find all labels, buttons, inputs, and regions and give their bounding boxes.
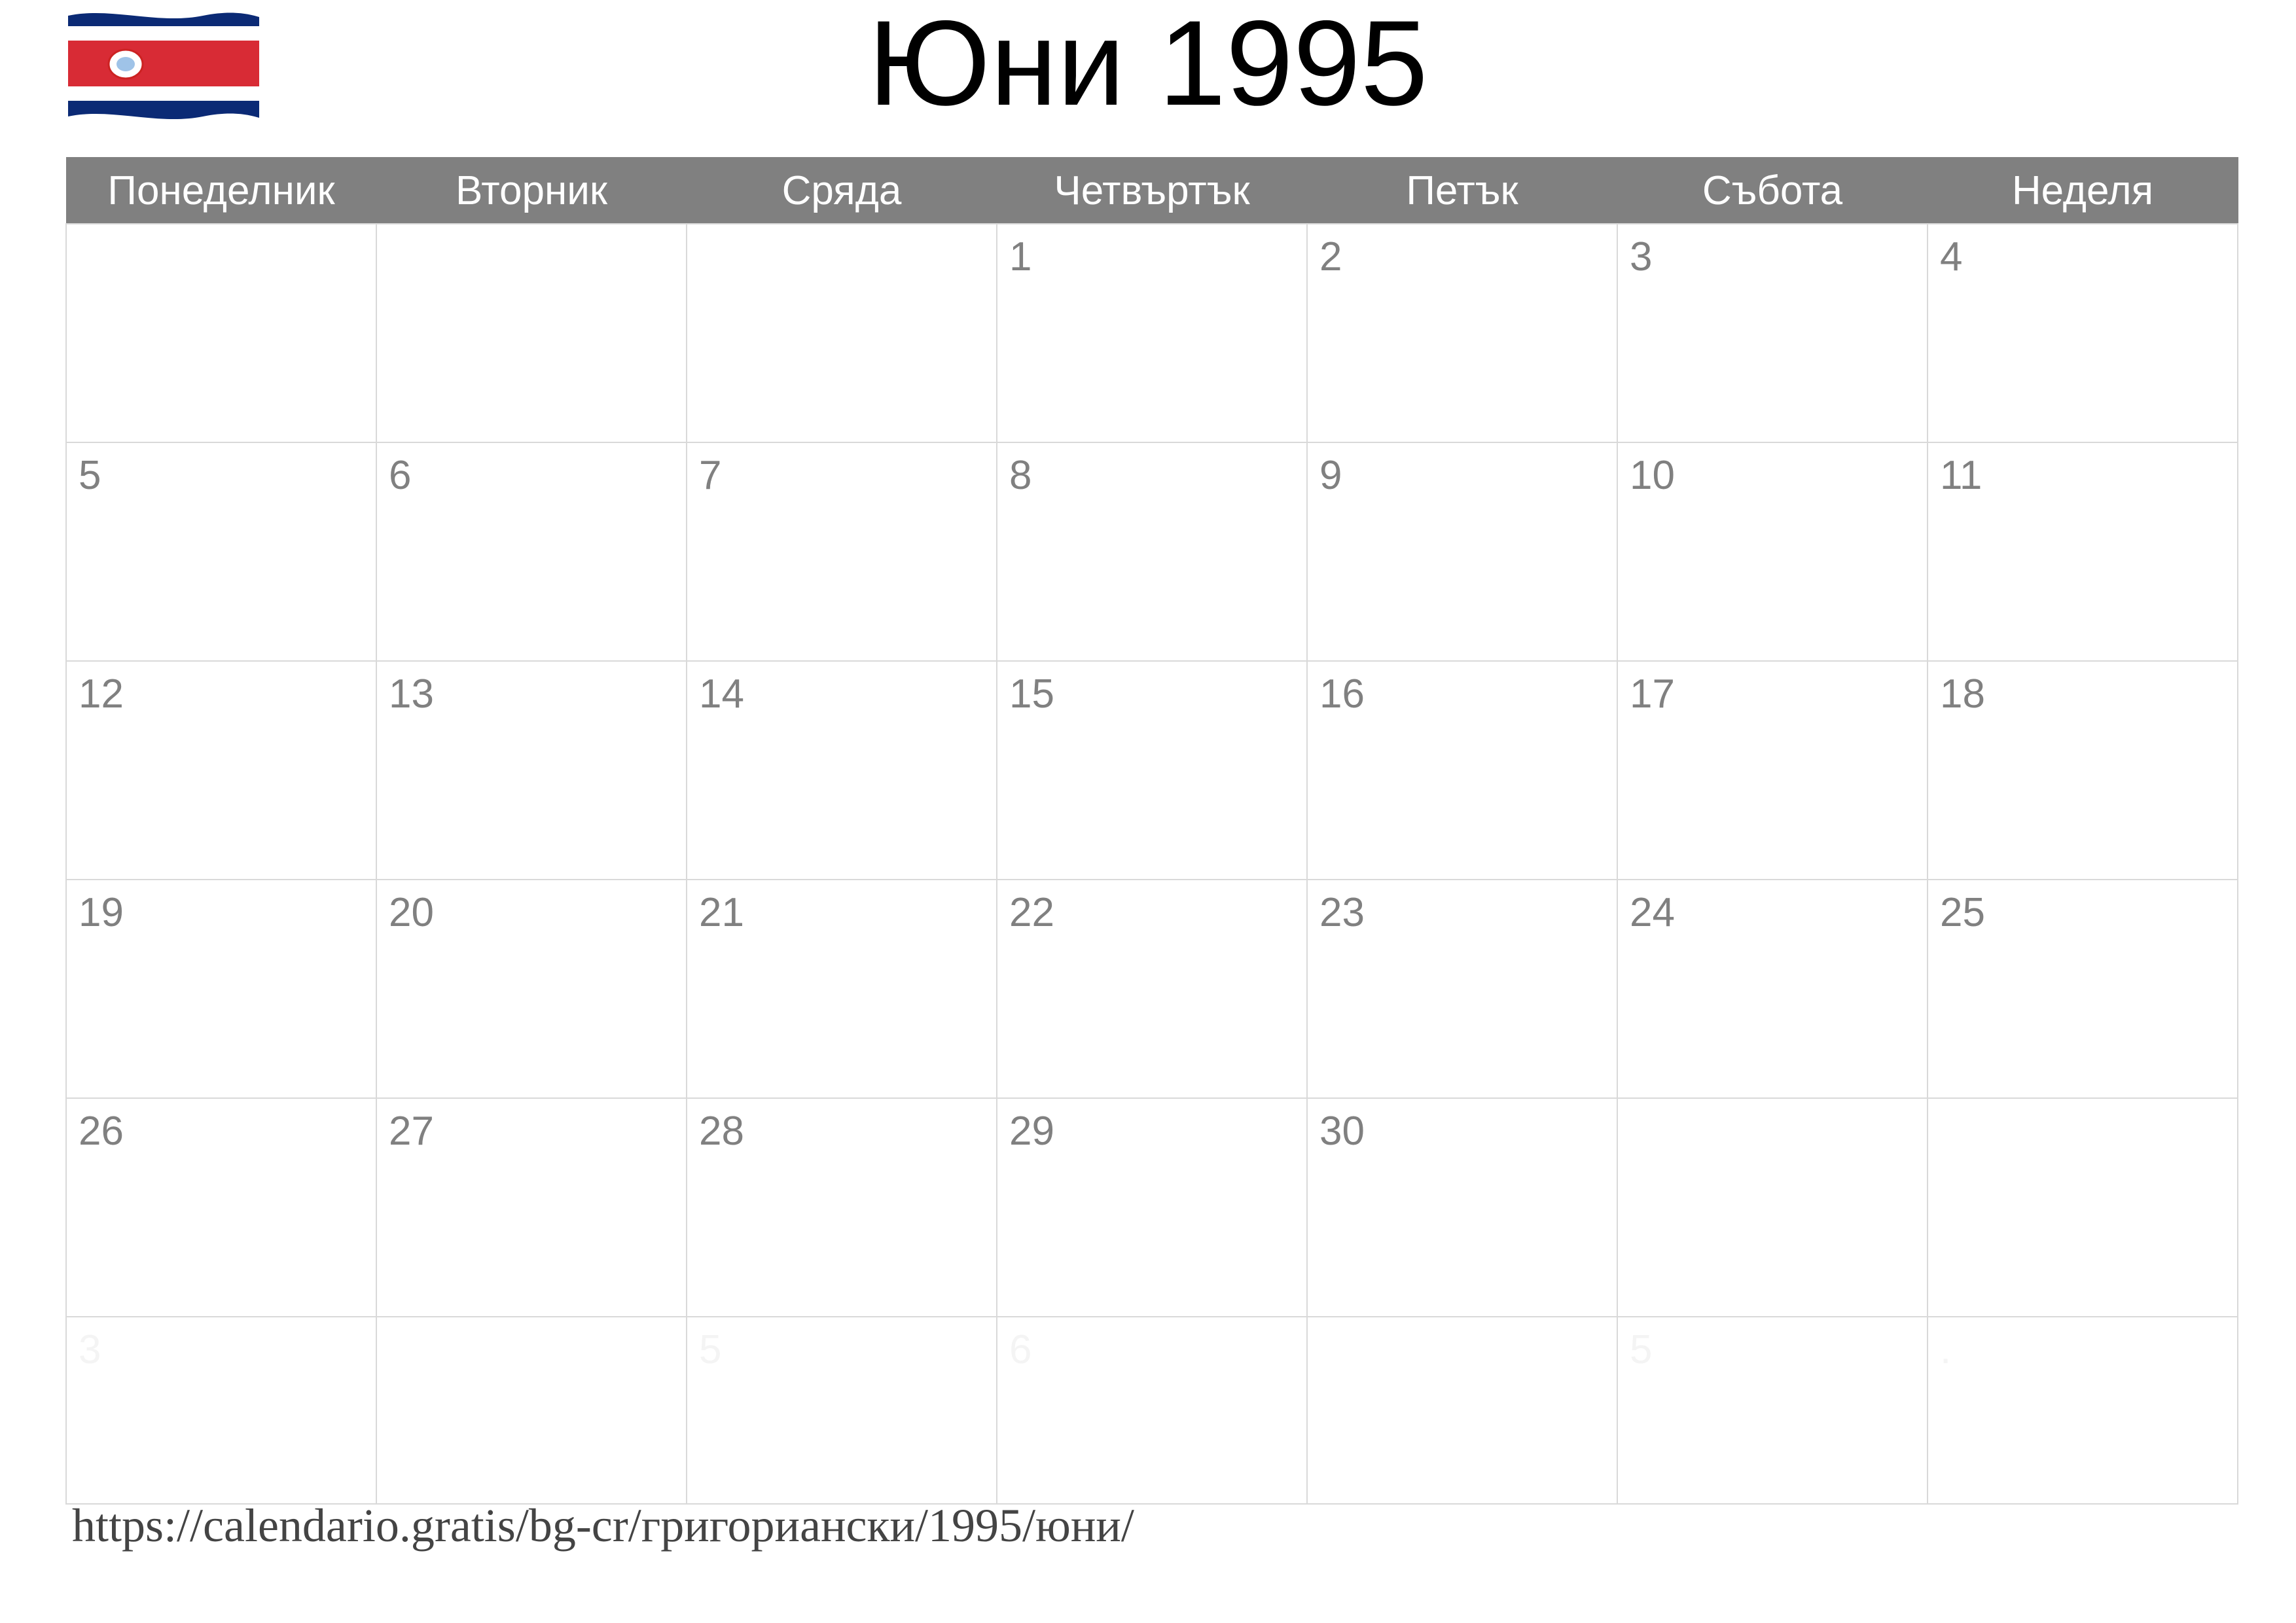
- day-cell[interactable]: [1928, 1098, 2238, 1317]
- weekday-header-sunday: Неделя: [1928, 158, 2238, 224]
- day-cell[interactable]: 28: [687, 1098, 997, 1317]
- day-cell[interactable]: 7: [687, 442, 997, 661]
- weekday-header-monday: Понеделник: [66, 158, 376, 224]
- calendar-week-row: [66, 1098, 2238, 1317]
- day-cell[interactable]: 29: [997, 1098, 1307, 1317]
- page-title: Юни 1995: [868, 0, 1428, 131]
- day-cell[interactable]: 22: [997, 880, 1307, 1098]
- weekday-header-row: [66, 158, 2238, 224]
- calendar-week-row: [66, 224, 2238, 442]
- day-cell[interactable]: [376, 224, 687, 442]
- day-cell[interactable]: 4: [1928, 224, 2238, 442]
- day-cell[interactable]: 21: [687, 880, 997, 1098]
- day-cell[interactable]: 20: [376, 880, 687, 1098]
- day-cell[interactable]: 26: [66, 1098, 376, 1317]
- day-cell[interactable]: [687, 224, 997, 442]
- day-cell[interactable]: 24: [1617, 880, 1928, 1098]
- day-cell[interactable]: [66, 224, 376, 442]
- day-cell[interactable]: 27: [376, 1098, 687, 1317]
- calendar-week-row-faded: [66, 1317, 2238, 1504]
- weekday-header-saturday: Събота: [1617, 158, 1928, 224]
- day-cell[interactable]: [376, 1317, 687, 1504]
- day-cell[interactable]: 3: [66, 1317, 376, 1504]
- day-cell[interactable]: 18: [1928, 661, 2238, 880]
- day-cell[interactable]: 1: [997, 224, 1307, 442]
- calendar-week-row: [66, 661, 2238, 880]
- day-cell[interactable]: 13: [376, 661, 687, 880]
- source-url[interactable]: https://calendario.gratis/bg-cr/григориански/1995/юни/: [72, 1499, 1134, 1552]
- day-cell[interactable]: 30: [1307, 1098, 1617, 1317]
- day-cell[interactable]: 9: [1307, 442, 1617, 661]
- day-cell[interactable]: 6: [997, 1317, 1307, 1504]
- day-cell[interactable]: 5: [1617, 1317, 1928, 1504]
- day-cell[interactable]: 25: [1928, 880, 2238, 1098]
- day-cell[interactable]: 8: [997, 442, 1307, 661]
- day-cell[interactable]: 19: [66, 880, 376, 1098]
- day-cell[interactable]: 15: [997, 661, 1307, 880]
- day-cell[interactable]: 17: [1617, 661, 1928, 880]
- month-calendar: [65, 157, 2238, 1505]
- day-cell[interactable]: .: [1928, 1317, 2238, 1504]
- calendar-week-row: [66, 442, 2238, 661]
- day-cell[interactable]: 3: [1617, 224, 1928, 442]
- page-header: [0, 0, 2296, 141]
- day-cell[interactable]: [1307, 1317, 1617, 1504]
- weekday-header-thursday: Четвъртък: [997, 158, 1307, 224]
- day-cell[interactable]: [1617, 1098, 1928, 1317]
- day-cell[interactable]: 16: [1307, 661, 1617, 880]
- day-cell[interactable]: 11: [1928, 442, 2238, 661]
- weekday-header-tuesday: Вторник: [376, 158, 687, 224]
- day-cell[interactable]: 12: [66, 661, 376, 880]
- weekday-header-wednesday: Сряда: [687, 158, 997, 224]
- day-cell[interactable]: 14: [687, 661, 997, 880]
- day-cell[interactable]: 10: [1617, 442, 1928, 661]
- day-cell[interactable]: 5: [687, 1317, 997, 1504]
- day-cell[interactable]: 5: [66, 442, 376, 661]
- day-cell[interactable]: 23: [1307, 880, 1617, 1098]
- calendar-week-row: [66, 880, 2238, 1098]
- day-cell[interactable]: 6: [376, 442, 687, 661]
- day-cell[interactable]: 2: [1307, 224, 1617, 442]
- weekday-header-friday: Петък: [1307, 158, 1617, 224]
